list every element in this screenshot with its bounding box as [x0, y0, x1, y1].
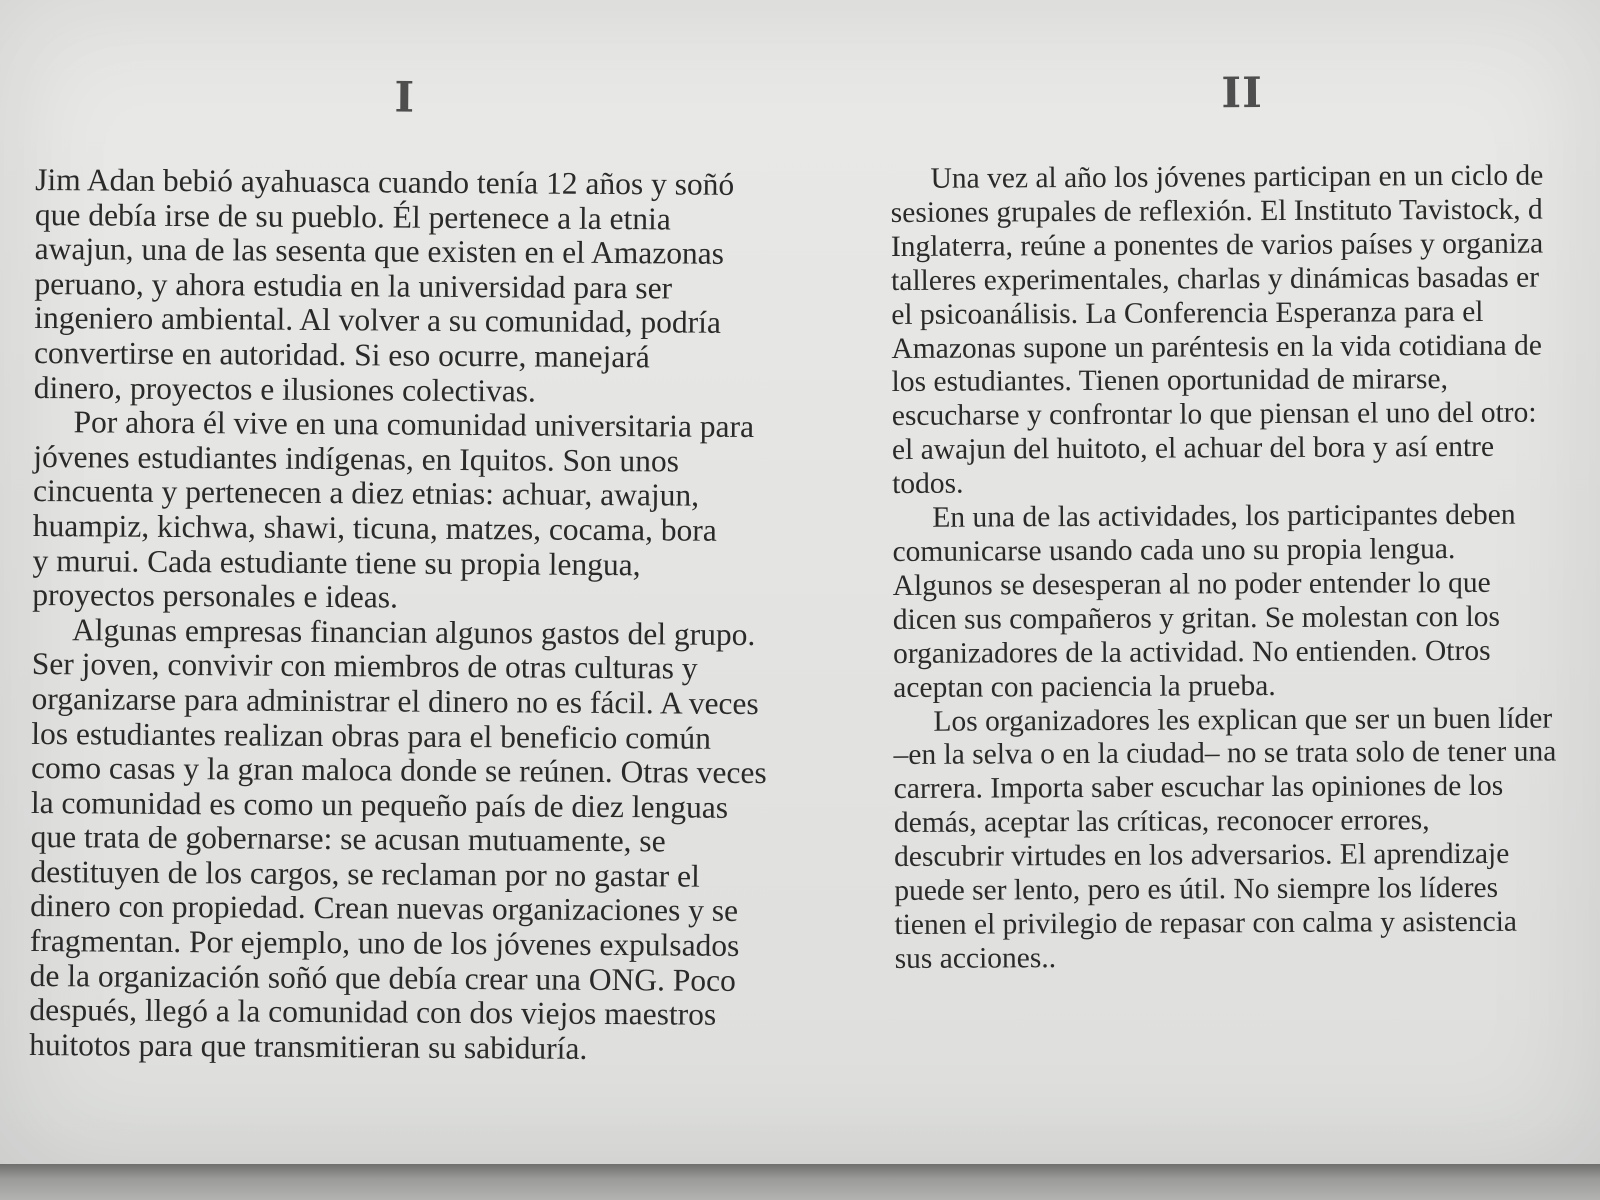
column-one-body: [29, 163, 797, 1068]
paragraph: En una de las actividades, los participantes deben comunicarse usando cada uno su propia lengua. Algunos se desesperan al no poder entender lo que dicen sus compañeros y gritan. Se molestan con los organizadores de la actividad. No entienden. Otros aceptan con paciencia la prueba.: [892, 498, 1516, 704]
column-two-body: [890, 159, 1600, 977]
column-one-numeral: I: [394, 72, 416, 122]
paragraph: Jim Adan bebió ayahuasca cuando tenía 12 años y soñó que debía irse de su pueblo. Él pertenece a la etnia awajun, una de las sesenta que existen en el Amazonas peruano, y ahora estudia en la universidad para ser ingeniero ambiental. Al volver a su comunidad, podría convertirse en autoridad. Si eso ocurre, manejará dinero, proyectos e ilusiones colectivas.: [33, 161, 735, 409]
column-two: [890, 66, 1600, 977]
floor-shadow: [0, 1164, 1600, 1200]
column-one: [29, 70, 798, 1068]
column-two-numeral: II: [1221, 68, 1263, 118]
paragraph: Una vez al año los jóvenes participan en un ciclo de sesiones grupales de reflexión. El Instituto Tavistock, d Inglaterra, reúne a ponentes de varios países y organiza talleres experimentales, charlas y dinámicas basadas er el psicoanálisis. La Conferencia Esperanza para el Amazonas supone un paréntesis en la vida cotidiana de los estudiantes. Tienen oportunidad de mirarse, escucharse y confrontar lo que piensan el uno del otro: el awajun del huitoto, el achuar del bora y así entre todos.: [890, 159, 1544, 501]
paragraph: Por ahora él vive en una comunidad universitaria para jóvenes estudiantes indígenas, en Iquitos. Son unos cincuenta y pertenecen a diez etnias: achuar, awajun, huampiz, kichwa, shawi, ticuna, matzes, cocama, bora y murui. Cada estudiante tiene su propia lengua, proyectos personales e ideas.: [32, 404, 755, 615]
paragraph: Algunas empresas financian algunos gastos del grupo. Ser joven, convivir con miembros de otras culturas y organizarse para administrar el dinero no es fácil. A veces los estudiantes realizan obras para el beneficio común como casas y la gran maloca donde se reúnen. Otras veces la comunidad es como un pequeño país de diez lenguas que trata de gobernarse: se acusan mutuamente, se destituyen de los cargos, se reclaman por no gastar el dinero con propiedad. Crean nuevas organizaciones y se fragmentan. Por ejemplo, uno de los jóvenes expulsados de la organización soñó que debía crear una ONG. Poco después, llegó a la comunidad con dos viejos maestros huitotos para que transmitieran su sabiduría.: [29, 611, 767, 1066]
paragraph: Los organizadores les explican que ser un buen líder –en la selva o en la ciudad– no se trata solo de tener una carrera. Importa saber escuchar las opiniones de los demás, aceptar las críticas, reconocer errores, descubrir virtudes en los adversarios. El aprendizaje puede ser lento, pero es útil. No siempre los líderes tienen el privilegio de repasar con calma y asistencia sus acciones..: [893, 702, 1557, 975]
